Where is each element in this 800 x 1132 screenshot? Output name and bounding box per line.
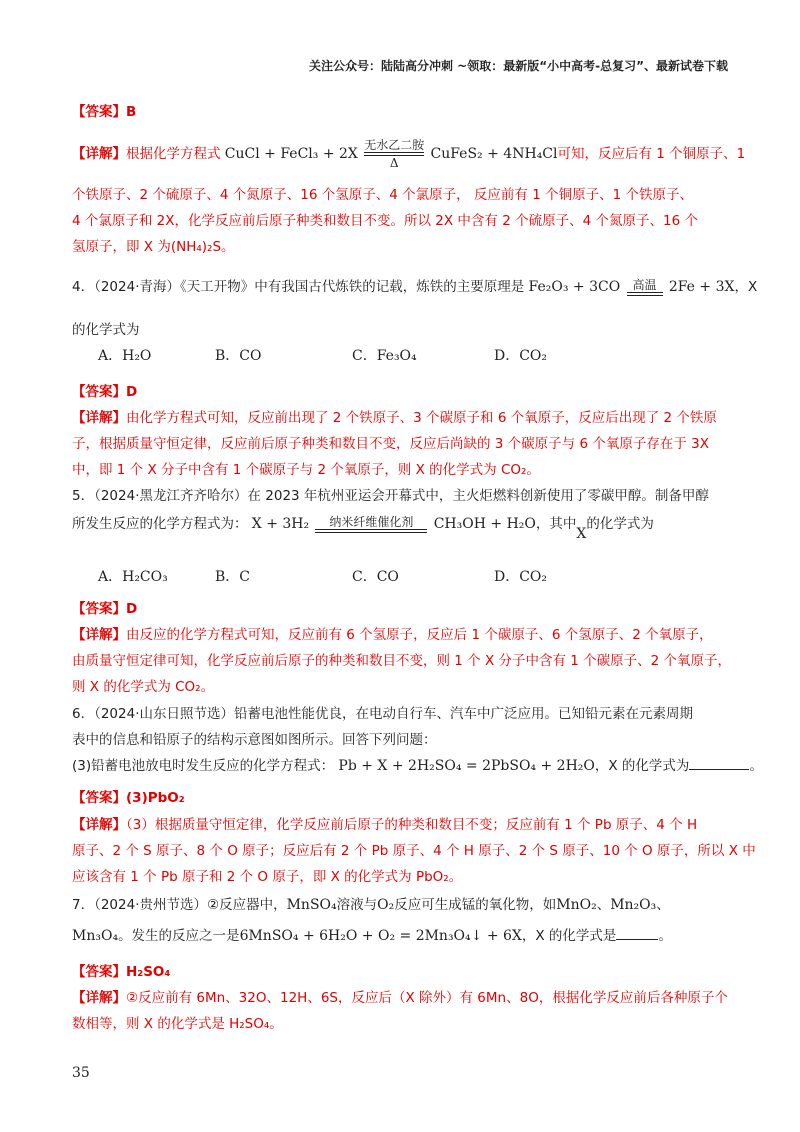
detail-text: 由反应的化学方程式可知，反应前有 6 个氢原子，反应后 1 个碳原子、6 个氢原子、2 个氧原子， bbox=[126, 627, 713, 643]
condition-top: 高温 bbox=[632, 278, 657, 292]
q4-option-d: D．CO₂ bbox=[494, 348, 548, 364]
question-text: 反应可生成锰的氧化物，如 bbox=[394, 897, 557, 913]
q7-detail-line2: 数相等，则 X 的化学式是 H₂SO₄。 bbox=[72, 1016, 283, 1032]
equation-left: CuCl + FeCl₃ + 2X bbox=[224, 146, 358, 162]
question-text-tail: ，其中 bbox=[535, 516, 577, 532]
equation-right: CuFeS₂ + 4NH₄Cl bbox=[430, 146, 558, 162]
q7-answer bbox=[72, 960, 170, 980]
answer-value: B bbox=[126, 104, 137, 120]
q5-option-b: B．C bbox=[215, 569, 250, 585]
q3-detail-line2: 个铁原子、2 个硫原子、4 个氮原子、16 个氢原子、4 个氯原子， 反应前有 1 个铜原子、1 个铁原子、 bbox=[72, 187, 693, 203]
answer-label: 【答案】 bbox=[72, 104, 126, 120]
q4-detail-line2: 子，根据质量守恒定律，反应前后原子种类和数目不变，反应后尚缺的 3 个碳原子与 6 个氧原子存在于 3X bbox=[72, 436, 709, 452]
q4-answer bbox=[72, 380, 137, 400]
question-text-tail: ，X bbox=[734, 279, 758, 295]
q3-answer bbox=[72, 100, 136, 120]
answer-value: H₂SO₄ bbox=[126, 964, 171, 980]
equation-right: CH₃OH + H₂O bbox=[433, 516, 536, 532]
answer-label: 【答案】 bbox=[72, 601, 126, 617]
reaction-condition bbox=[315, 515, 427, 533]
question-number: 6． bbox=[72, 706, 95, 722]
q7-stem-line2 bbox=[72, 924, 672, 944]
question-text: 溶液与 bbox=[336, 897, 378, 913]
formula-mn3o4: Mn₃O₄ bbox=[72, 928, 119, 944]
question-text: 。发生的反应之一是 bbox=[118, 928, 240, 944]
answer-label: 【答案】 bbox=[72, 790, 126, 806]
question-text-tail: ，X 的化学式为 bbox=[594, 758, 690, 774]
question-text: 所发生反应的化学方程式为： bbox=[72, 516, 248, 532]
q7-stem-line1 bbox=[72, 893, 670, 913]
q5-detail-line1 bbox=[72, 623, 713, 643]
q5-answer bbox=[72, 597, 137, 617]
q6-stem-line2: 表中的信息和铅原子的结构示意图如图所示。回答下列问题： bbox=[72, 732, 437, 748]
detail-label: 【详解】 bbox=[72, 146, 126, 162]
equation-left: X + 3H₂ bbox=[251, 516, 310, 532]
formula-mnso4: MnSO₄ bbox=[286, 897, 337, 913]
answer-value: D bbox=[126, 384, 138, 400]
detail-text: ②反应前有 6Mn、32O、12H、6S，反应后（X 除外）有 6Mn、8O，根据化学反应前后各种原子个 bbox=[126, 990, 728, 1006]
formula-mn2o3: Mn₂O₃ bbox=[610, 897, 657, 913]
double-line bbox=[627, 292, 663, 296]
separator: 、 bbox=[596, 897, 611, 913]
q4-detail-line3: 中，即 1 个 X 分子中含有 1 个碳原子与 2 个氧原子，则 X 的化学式为 CO₂。 bbox=[72, 462, 540, 478]
answer-blank bbox=[689, 757, 749, 770]
equation-right: 2Fe + 3X bbox=[668, 279, 735, 295]
question-text: (3)铅蓄电池放电时发生反应的化学方程式： bbox=[72, 758, 335, 774]
answer-label: 【答案】 bbox=[72, 384, 126, 400]
detail-label: 【详解】 bbox=[72, 817, 126, 833]
detail-text: 由化学方程式可知，反应前出现了 2 个铁原子、3 个碳原子和 6 个氧原子，反应后出现了 2 个铁原 bbox=[126, 410, 717, 426]
condition-top: 无水乙二胺 bbox=[364, 138, 425, 152]
q6-detail-line1 bbox=[72, 813, 697, 833]
q4-option-b: B．CO bbox=[215, 348, 262, 364]
question-text-end: 的化学式为 bbox=[586, 516, 654, 532]
question-text-end: 。 bbox=[749, 758, 763, 774]
condition-bottom: Δ bbox=[389, 156, 399, 170]
equation: 6MnSO₄ + 6H₂O + O₂ = 2Mn₃O₄↓ + 6X bbox=[239, 928, 522, 944]
answer-blank bbox=[616, 927, 658, 940]
question-number: 7． bbox=[72, 897, 95, 913]
q4-stem-line2: 的化学式为 bbox=[72, 322, 140, 338]
q5-stem-line2 bbox=[72, 512, 654, 542]
q5-stem-line1 bbox=[72, 484, 709, 504]
q3-detail-line4: 氢原子，即 X 为(NH₄)₂S。 bbox=[72, 239, 235, 255]
q5-option-d: D．CO₂ bbox=[494, 569, 548, 585]
question-text: （2024·青海）《天工开物》中有我国古代炼铁的记载，炼铁的主要原理是 bbox=[94, 279, 525, 295]
q4-stem-line1 bbox=[72, 275, 757, 296]
question-number: 5． bbox=[72, 488, 95, 504]
detail-prefix: 根据化学方程式 bbox=[126, 146, 221, 162]
condition-top: 纳米纤维催化剂 bbox=[329, 515, 414, 529]
equation-left: Fe₂O₃ + 3CO bbox=[528, 279, 621, 295]
q4-detail-line1 bbox=[72, 406, 717, 426]
equation: Pb + X + 2H₂SO₄ = 2PbSO₄ + 2H₂O bbox=[338, 758, 595, 774]
question-text: （2024·贵州节选）②反应器中， bbox=[94, 897, 287, 913]
q7-detail-line1 bbox=[72, 986, 728, 1006]
q5-option-c: C．CO bbox=[352, 569, 399, 585]
detail-label: 【详解】 bbox=[72, 990, 126, 1006]
question-number: 4． bbox=[72, 279, 95, 295]
detail-text: （3）根据质量守恒定律，化学反应前后原子的种类和数目不变；反应前有 1 个 Pb 原子、4 个 H bbox=[126, 817, 698, 833]
page-number: 35 bbox=[72, 1065, 90, 1081]
answer-label: 【答案】 bbox=[72, 964, 126, 980]
separator: 、 bbox=[656, 897, 670, 913]
q4-option-c: C．Fe₃O₄ bbox=[352, 348, 417, 364]
q5-option-a: A．H₂CO₃ bbox=[98, 569, 168, 585]
page-header: 关注公众号：陆陆高分冲刺 ~领取：最新版“小中高考-总复习”、最新试卷下载 bbox=[309, 59, 728, 73]
detail-label: 【详解】 bbox=[72, 410, 126, 426]
q6-stem-line3 bbox=[72, 754, 763, 774]
q6-stem-line1 bbox=[72, 702, 693, 722]
question-text-tail: ，X 的化学式是 bbox=[521, 928, 617, 944]
q3-detail-line1 bbox=[72, 138, 745, 170]
formula-mno2: MnO₂ bbox=[556, 897, 597, 913]
question-text: （2024·黑龙江齐齐哈尔）在 2023 年杭州亚运会开幕式中，主火炬燃料创新使用了零碳甲醇。制备甲醇 bbox=[94, 488, 709, 504]
double-line bbox=[315, 529, 427, 533]
question-text: （2024·山东日照节选）铅蓄电池性能优良，在电动自行车、汽车中广泛应用。已知铅元素在元素周期 bbox=[94, 706, 693, 722]
reaction-condition bbox=[627, 278, 663, 296]
question-text-end: 。 bbox=[658, 928, 672, 944]
formula-x: X bbox=[576, 526, 587, 542]
detail-label: 【详解】 bbox=[72, 627, 126, 643]
reaction-condition bbox=[364, 138, 424, 170]
q5-detail-line3: 则 X 的化学式为 CO₂。 bbox=[72, 679, 215, 695]
answer-value: (3)PbO₂ bbox=[126, 790, 185, 806]
q6-detail-line3: 应该含有 1 个 Pb 原子和 2 个 O 原子，即 X 的化学式为 PbO₂。 bbox=[72, 869, 463, 885]
answer-value: D bbox=[126, 601, 138, 617]
q5-detail-line2: 由质量守恒定律可知，化学反应前后原子的种类和数目不变，则 1 个 X 分子中含有 1 个碳原子、2 个氧原子， bbox=[72, 653, 732, 669]
q6-detail-line2: 原子、2 个 S 原子、8 个 O 原子；反应后有 2 个 Pb 原子、4 个 H 原子、2 个 S 原子、10 个 O 原子，所以 X 中 bbox=[72, 843, 756, 859]
q4-option-a: A．H₂O bbox=[98, 348, 152, 364]
q6-answer bbox=[72, 786, 185, 806]
detail-rest: 可知，反应后有 1 个铜原子、1 bbox=[557, 146, 746, 162]
formula-o2: O₂ bbox=[377, 897, 395, 913]
q3-detail-line3: 4 个氯原子和 2X，化学反应前后原子种类和数目不变。所以 2X 中含有 2 个硫原子、4 个氮原子、16 个 bbox=[72, 213, 698, 229]
